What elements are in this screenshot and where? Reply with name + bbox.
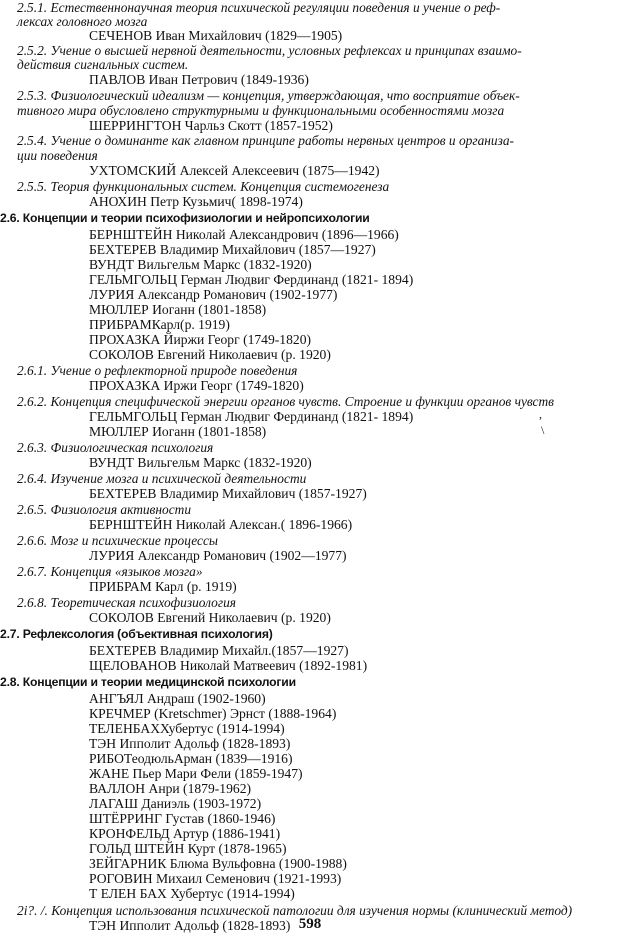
person-entry: ПРОХАЗКА Иржи Георг (1749-1820) — [89, 378, 304, 393]
person-entry: ЩЕЛОВАНОВ Николай Матвеевич (1892-1981) — [89, 658, 368, 673]
person-entry: ТЭН Ипполит Адольф (1828-1893) — [89, 918, 291, 933]
person-entry: ПРОХАЗКА Йиржи Георг (1749-1820) — [89, 332, 312, 347]
person-entry: СЕЧЕНОВ Иван Михайлович (1829—1905) — [89, 28, 343, 43]
person-entry: РИБОТеодюльАрман (1839—1916) — [89, 751, 293, 766]
section-heading: 2.8. Концепции и теории медицинской психологии — [0, 675, 296, 689]
person-entry: ГЕЛЬМГОЛЬЦ Герман Людвиг Фердинанд (1821- 1894) — [89, 272, 414, 287]
subsection-heading: 2.5.2. Учение о высшей нервной деятельности, условных рефлексах и принципах взаимо- — [17, 43, 522, 58]
person-entry: СОКОЛОВ Евгений Николаевич (р. 1920) — [89, 347, 331, 362]
subsection-heading: 2.6.7. Концепция «языков мозга» — [17, 564, 203, 579]
person-entry: ПРИБРАМКарл(р. 1919) — [89, 317, 230, 332]
person-entry: Т ЕЛЕН БАХ Хубертус (1914-1994) — [89, 886, 295, 901]
subsection-heading: 2.6.6. Мозг и психические процессы — [17, 533, 218, 548]
margin-mark: , — [539, 407, 542, 421]
person-entry: БЕРНШТЕЙН Николай Александрович (1896—1966) — [89, 227, 399, 242]
person-entry: ШЕРРИНГТОН Чарльз Скотт (1857-1952) — [89, 118, 333, 133]
person-entry: АНОХИН Петр Кузьмич( 1898-1974) — [89, 194, 303, 209]
person-entry: АНГЪЯЛ Андраш (1902-1960) — [89, 691, 266, 706]
subsection-heading: 2.6.2. Концепция специфической энергии органов чувств. Строение и функции органов чувств — [17, 394, 554, 409]
subsection-heading: 2i?. /. Концепция использования психической патологии для изучения нормы (клинический метод) — [17, 903, 573, 918]
person-entry: ПРИБРАМ Карл (р. 1919) — [89, 579, 237, 594]
subsection-heading: 2.5.1. Естественнонаучная теория психической регуляции поведения и учение о реф- — [17, 0, 501, 15]
person-entry: ВУНДТ Вильгельм Маркс (1832-1920) — [89, 257, 312, 272]
person-entry: БЕХТЕРЕВ Владимир Михайлович (1857—1927) — [89, 242, 376, 257]
person-entry: ЛУРИЯ Александр Романович (1902-1977) — [89, 287, 338, 302]
subsection-heading: 2.5.5. Теория функциональных систем. Концепция системогенеза — [17, 179, 390, 194]
subsection-heading: 2.6.5. Физиология активности — [17, 502, 192, 517]
subsection-heading: 2.6.1. Учение о рефлекторной природе поведения — [17, 363, 298, 378]
margin-mark: \ — [541, 423, 545, 437]
subsection-heading: тивного мира обусловлено структурными и функциональными особенностями мозга — [17, 103, 505, 118]
person-entry: ТЕЛЕНБАХХубертус (1914-1994) — [89, 721, 285, 736]
person-entry: СОКОЛОВ Евгений Николаевич (р. 1920) — [89, 610, 331, 625]
subsection-heading: 2.6.3. Физиологическая психология — [17, 440, 214, 455]
person-entry: ГЕЛЬМГОЛЬЦ Герман Людвиг Фердинанд (1821- 1894) — [89, 409, 414, 424]
page-number: 598 — [298, 916, 322, 932]
person-entry: МЮЛЛЕР Иоганн (1801-1858) — [89, 424, 267, 439]
person-entry: ШТЁРРИНГ Густав (1860-1946) — [89, 811, 276, 826]
subsection-heading: 2.5.3. Физиологический идеализм — концепция, утверждающая, что восприятие объек- — [17, 88, 520, 103]
person-entry: УХТОМСКИЙ Алексей Алексеевич (1875—1942) — [89, 163, 380, 178]
person-entry: ГОЛЬД ШТЕЙН Курт (1878-1965) — [89, 841, 287, 856]
section-heading: 2.7. Рефлексология (объективная психология) — [0, 627, 273, 641]
subsection-heading: 2.6.8. Теоретическая психофизиология — [17, 595, 236, 610]
person-entry: ЛУРИЯ Александр Романович (1902—1977) — [89, 548, 347, 563]
person-entry: МЮЛЛЕР Иоганн (1801-1858) — [89, 302, 267, 317]
person-entry: БЕХТЕРЕВ Владимир Михайл.(1857—1927) — [89, 643, 349, 658]
person-entry: БЕРНШТЕЙН Николай Алексан.( 1896-1966) — [89, 517, 353, 532]
subsection-heading: 2.6.4. Изучение мозга и психической деятельности — [17, 471, 307, 486]
subsection-heading: действия сигнальных систем. — [17, 57, 189, 72]
person-entry: ЖАНЕ Пьер Мари Фели (1859-1947) — [89, 766, 303, 781]
person-entry: ЛАГАШ Даниэль (1903-1972) — [89, 796, 262, 811]
person-entry: ВУНДТ Вильгельм Маркс (1832-1920) — [89, 455, 312, 470]
subsection-heading: ции поведения — [17, 148, 98, 163]
person-entry: КРЕЧМЕР (Kretschmer) Эрнст (1888-1964) — [89, 706, 337, 721]
person-entry: ТЭН Ипполит Адольф (1828-1893) — [89, 736, 291, 751]
person-entry: ПАВЛОВ Иван Петрович (1849-1936) — [89, 72, 309, 87]
person-entry: БЕХТЕРЕВ Владимир Михайлович (1857-1927) — [89, 486, 367, 501]
person-entry: ЗЕЙГАРНИК Блюма Вульфовна (1900-1988) — [89, 856, 347, 871]
person-entry: КРОНФЕЛЬД Артур (1886-1941) — [89, 826, 281, 841]
section-heading: 2.6. Концепции и теории психофизиологии и нейропсихологии — [0, 211, 370, 225]
person-entry: ВАЛЛОН Анри (1879-1962) — [89, 781, 252, 796]
subsection-heading: 2.5.4. Учение о доминанте как главном принципе работы нервных центров и организа- — [17, 133, 514, 148]
person-entry: РОГОВИН Михаил Семенович (1921-1993) — [89, 871, 342, 886]
subsection-heading: лексах головного мозга — [17, 14, 148, 29]
